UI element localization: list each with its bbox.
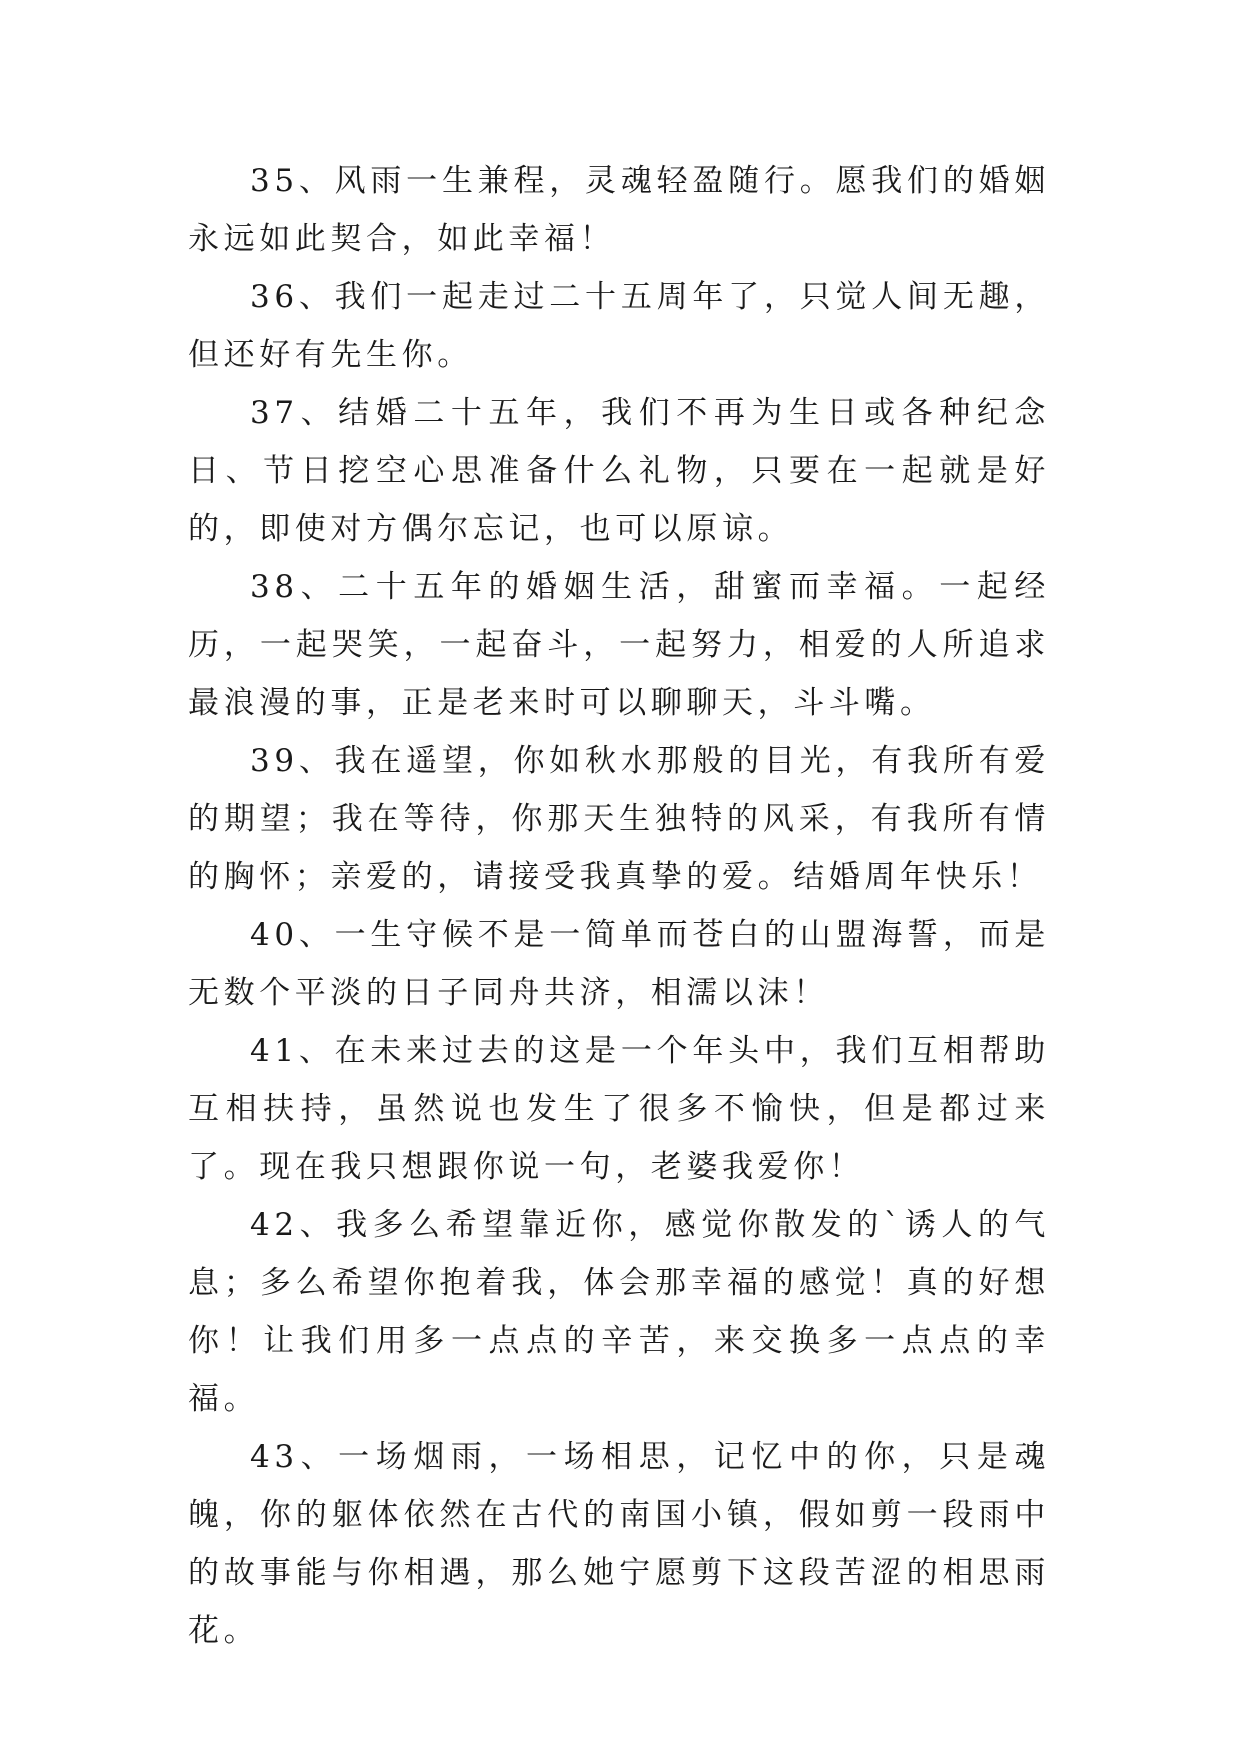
paragraph-38: 38、二十五年的婚姻生活，甜蜜而幸福。一起经历，一起哭笑，一起奋斗，一起努力，相爱的人所追求最浪漫的事，正是老来时可以聊聊天，斗斗嘴。 xyxy=(188,569,1050,721)
paragraph-42: 42、我多么希望靠近你，感觉你散发的`诱人的气息；多么希望你抱着我，体会那幸福的感觉！真的好想你！让我们用多一点点的辛苦，来交换多一点点的幸福。 xyxy=(188,1207,1050,1417)
paragraph-35: 35、风雨一生兼程，灵魂轻盈随行。愿我们的婚姻永远如此契合，如此幸福！ xyxy=(188,163,1050,257)
paragraph-43: 43、一场烟雨，一场相思，记忆中的你，只是魂魄，你的躯体依然在古代的南国小镇，假如剪一段雨中的故事能与你相遇，那么她宁愿剪下这段苦涩的相思雨花。 xyxy=(188,1439,1050,1649)
paragraph-36: 36、我们一起走过二十五周年了，只觉人间无趣，但还好有先生你。 xyxy=(188,279,1050,373)
paragraph-40: 40、一生守候不是一简单而苍白的山盟海誓，而是无数个平淡的日子同舟共济，相濡以沫！ xyxy=(188,917,1050,1011)
paragraph-41: 41、在未来过去的这是一个年头中，我们互相帮助互相扶持，虽然说也发生了很多不愉快，但是都过来了。现在我只想跟你说一句，老婆我爱你！ xyxy=(188,1033,1050,1185)
document-body xyxy=(188,152,1050,1660)
paragraph-39: 39、我在遥望，你如秋水那般的目光，有我所有爱的期望；我在等待，你那天生独特的风采，有我所有情的胸怀；亲爱的，请接受我真挚的爱。结婚周年快乐！ xyxy=(188,743,1050,895)
paragraph-37: 37、结婚二十五年，我们不再为生日或各种纪念日、节日挖空心思准备什么礼物，只要在一起就是好的，即使对方偶尔忘记，也可以原谅。 xyxy=(188,395,1050,547)
